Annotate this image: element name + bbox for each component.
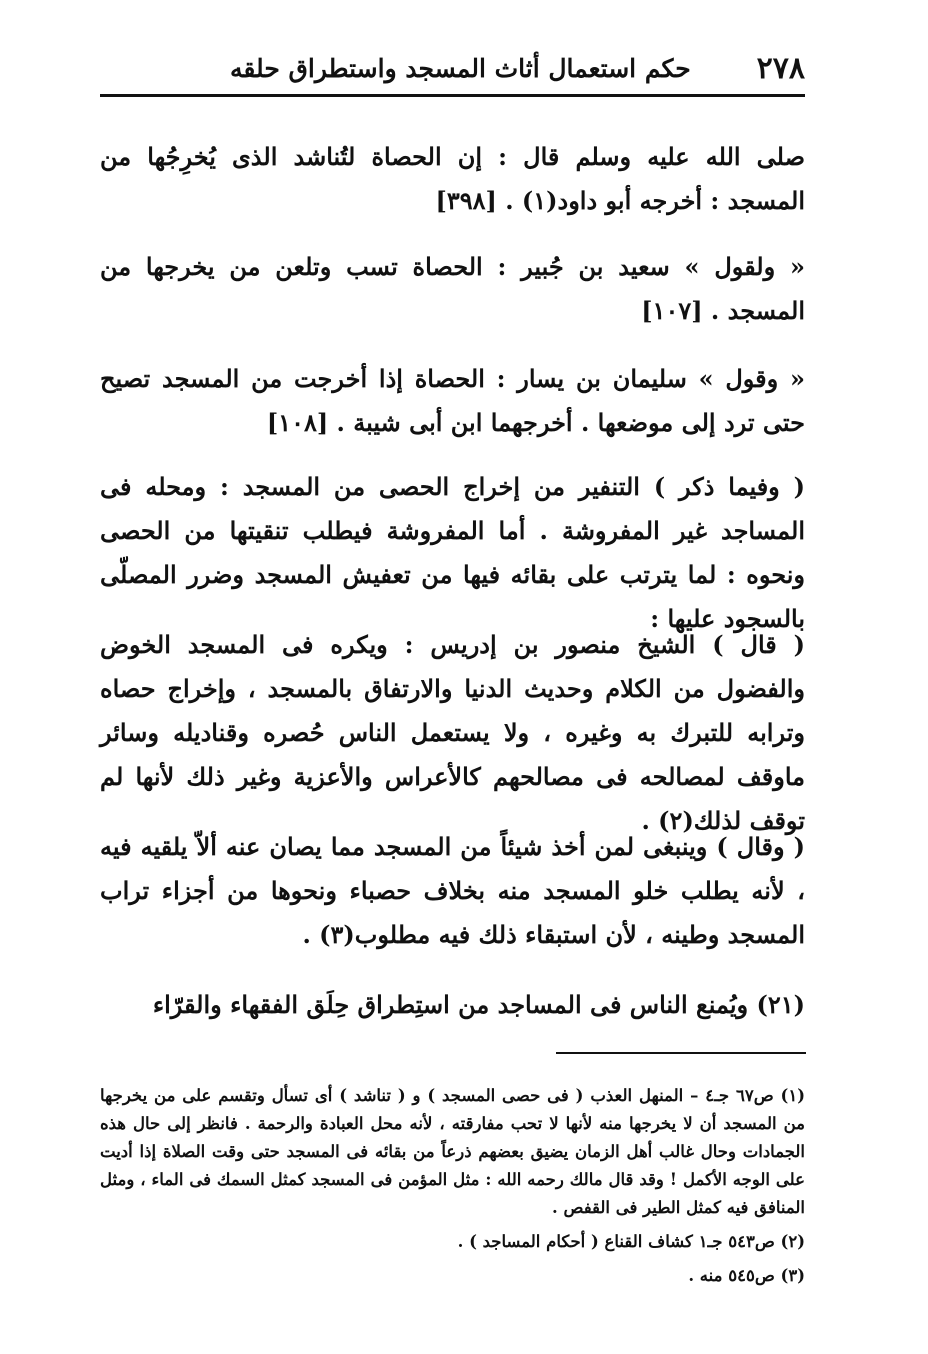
footnote-1: (١) ص٦٧ جـ٤ – المنهل العذب ( فى حصى المسجد ) و ( تناشد ) أى تسأل وتقسم على من يخرجها من المسجد أن لا يخرجها منه لأنها لا تحب مفارقته ، لأنه محل العبادة والرحمة . فانظر إلى حال هذه الجمادات وحال غالب أهل الزمان يضيق بعضهم ذرعاً من بقائه فى المسجد حتى وقت الصلاة إذا أديت على الوجه الأكمل ! وقد قال مالك رحمه الله : مثل المؤمن فى المسجد كمثل السمك فى الماء ، ومثل المنافق فيه كمثل الطير فى القفص . [100, 1086, 806, 1217]
paragraph-mansur-ibn-idris: ( قال ) الشيخ منصور بن إدريس : ويكره فى المسجد الخوض والفضول من الكلام وحديث الدنيا والارتفاق بالمسجد ، وإخراج حصاه وترابه للتبرك به وغيره ، ولا يستعمل الناس حُصره وقناديله وسائر ماوقف لمصالحه فى مصالحهم كالأعراس والأعزية وغير ذلك لأنها لم توقف لذلك(٢) . [100, 630, 805, 835]
running-title: حكم استعمال أثاث المسجد واستطراق حلقه [230, 53, 691, 83]
footnote-3: (٣) ص٥٤٥ منه . [688, 1266, 805, 1285]
paragraph-warning: ( وفيما ذكر ) التنفير من إخراج الحصى من المسجد : ومحله فى المساجد غير المفروشة . أما المفروشة فيطلب تنقيتها من الحصى ونحوه : لما يترتب على بقائه فيها من تعفيش المسجد وضرر المصلّى بالسجود عليها : [100, 472, 805, 633]
page-number: ٢٧٨ [756, 50, 805, 86]
header-rule [100, 94, 805, 97]
paragraph-saeed-ibn-jubayr: « ولقول » سعيد بن جُبير : الحصاة تسب وتلعن من يخرجها من المسجد . [١٠٧] [100, 252, 805, 325]
footnote-separator [556, 1052, 806, 1054]
paragraph-taking-items: ( وقال ) وينبغى لمن أخذ شيئاً من المسجد مما يصان عنه ألاّ يلقيه فيه ، لأنه يطلب خلو المسجد منه بخلاف حصباء ونحوها من أجزاء تراب المسجد وطينه ، لأن استبقاء ذلك فيه مطلوب(٣) . [100, 832, 805, 949]
paragraph-section-21: (٢١) ويُمنع الناس فى المساجد من استِطراق حِلَق الفقهاء والقرّاء [152, 990, 805, 1019]
paragraph-hadith-continuation: صلى الله عليه وسلم قال : إن الحصاة لتُناشد الذى يُخرِجُها من المسجد : أخرجه أبو داود(١) . [٣٩٨] [100, 142, 805, 215]
footnotes [100, 1082, 805, 1290]
page-header [100, 44, 805, 92]
footnote-2: (٢) ص٥٤٣ جـ١ كشاف القناع ( أحكام المساجد ) . [457, 1232, 805, 1251]
paragraph-sulayman-ibn-yasar: « وقول » سليمان بن يسار : الحصاة إذا أخرجت من المسجد تصيح حتى ترد إلى موضعها . أخرجهما ابن أبى شيبة . [١٠٨] [100, 364, 805, 437]
